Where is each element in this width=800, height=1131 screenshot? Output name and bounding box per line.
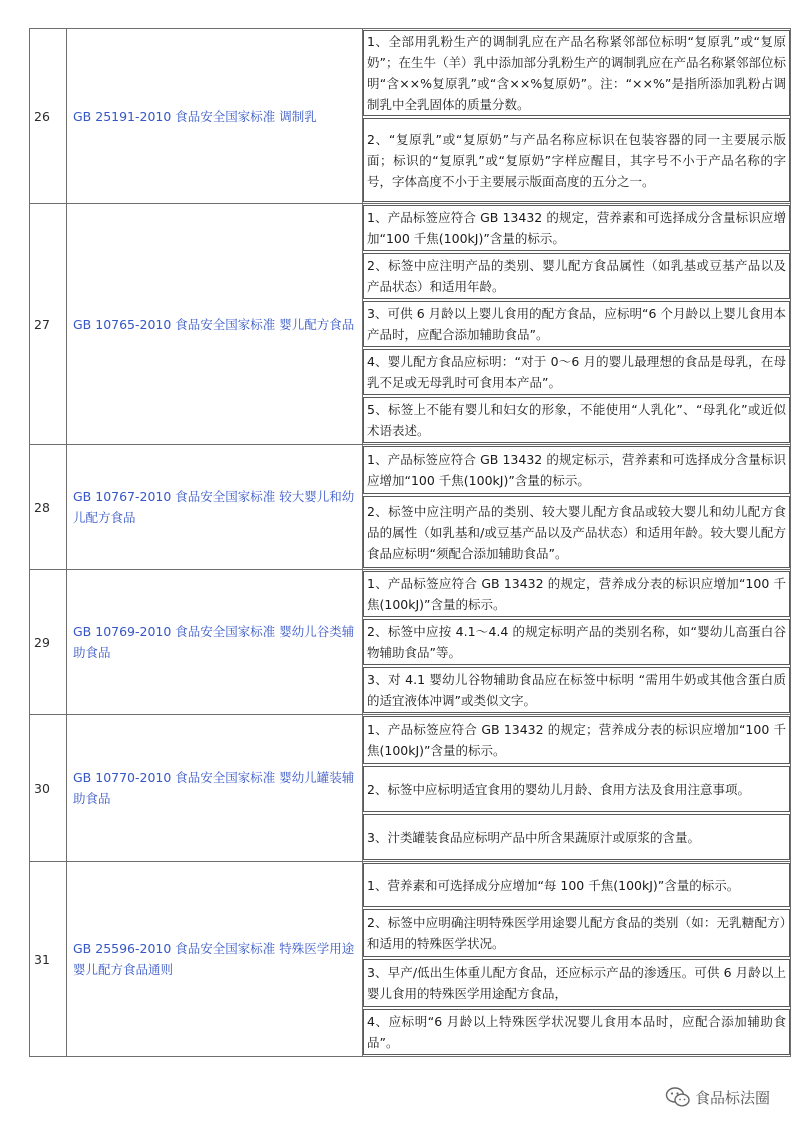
requirement-item [363,301,790,347]
requirements-cell [363,862,791,1057]
requirement-text: 3、对 4.1 婴幼儿谷物辅助食品应在标签中标明 “需用牛奶或其他含蛋白质的适宜液体冲调”或类似文字。 [367,672,786,708]
requirement-text: 2、标签中应标明适宜食用的婴幼儿月龄、食用方法及食用注意事项。 [367,781,750,797]
requirement-text: 1、产品标签应符合 GB 13432 的规定标示，营养素和可选择成分含量标识应增加“100 千焦(100kJ)”含量的标示。 [367,452,786,488]
requirement-text: 3、早产/低出生体重儿配方食品，还应标示产品的渗透压。可供 6 月龄以上婴儿食用的特殊医学用途配方食品， [367,965,786,1001]
requirement-item [363,349,790,395]
requirement-item [363,30,790,116]
requirement-item [363,766,790,812]
standard-link[interactable]: GB 10770-2010 食品安全国家标准 婴幼儿罐装辅助食品 [67,715,363,862]
row-number: 31 [30,862,67,1057]
requirement-item [363,253,790,299]
requirement-item [363,619,790,665]
standard-link[interactable]: GB 10767-2010 食品安全国家标准 较大婴儿和幼儿配方食品 [67,445,363,570]
requirements-cell [363,29,791,204]
requirements-cell [363,570,791,715]
requirement-text: 2、标签中应按 4.1～4.4 的规定标明产品的类别名称，如“婴幼儿高蛋白谷物辅助食品”等。 [367,624,786,660]
requirement-item [363,959,790,1007]
requirement-text: 2、标签中应明确注明特殊医学用途婴儿配方食品的类别（如：无乳糖配方）和适用的特殊医学状况。 [367,915,786,951]
requirement-text: 3、汁类罐装食品应标明产品中所含果蔬原汁或原浆的含量。 [367,829,700,845]
requirement-text: 5、标签上不能有婴儿和妇女的形象，不能使用“人乳化”、“母乳化”或近似术语表述。 [367,402,786,438]
requirement-text: 2、“复原乳”或“复原奶”与产品名称应标识在包装容器的同一主要展示版面；标识的“复原乳”或“复原奶”字样应醒目，其字号不小于产品名称的字号，字体高度不小于主要展示版面高度的五分之一。 [367,131,786,189]
row-number: 27 [30,204,67,445]
table-row [30,715,791,862]
standard-link[interactable]: GB 10765-2010 食品安全国家标准 婴儿配方食品 [67,204,363,445]
requirement-item [363,863,790,907]
requirement-item [363,446,790,494]
requirement-text: 1、产品标签应符合 GB 13432 的规定；营养成分表的标识应增加“100 千焦(100kJ)”含量的标示。 [367,722,786,758]
requirements-cell [363,715,791,862]
requirement-item [363,716,790,764]
standards-table [29,28,791,1057]
requirement-text: 1、营养素和可选择成分应增加“每 100 千焦(100kJ)”含量的标示。 [367,877,740,893]
requirement-text: 1、产品标签应符合 GB 13432 的规定，营养成分表的标识应增加“100 千焦(100kJ)”含量的标示。 [367,576,786,612]
standard-link[interactable]: GB 10769-2010 食品安全国家标准 婴幼儿谷类辅助食品 [67,570,363,715]
requirement-text: 4、应标明“6 月龄以上特殊医学状况婴儿食用本品时，应配合添加辅助食品”。 [367,1014,786,1050]
requirement-text: 1、全部用乳粉生产的调制乳应在产品名称紧邻部位标明“复原乳”或“复原奶”；在生牛（羊）乳中添加部分乳粉生产的调制乳应在产品名称紧邻部位标明“含××%复原乳”或“含××%复原奶”。注：“××%”是指所添加乳粉占调制乳中全乳固体的质量分数。 [367,34,786,112]
requirement-item [363,205,790,251]
requirement-text: 3、可供 6 月龄以上婴儿食用的配方食品，应标明“6 个月龄以上婴儿食用本产品时，应配合添加辅助食品”。 [367,306,786,342]
requirement-text: 2、标签中应注明产品的类别、婴儿配方食品属性（如乳基或豆基产品以及产品状态）和适用年龄。 [367,258,786,294]
wechat-icon [665,1086,691,1108]
table-row [30,445,791,570]
standard-link[interactable]: GB 25191-2010 食品安全国家标准 调制乳 [67,29,363,204]
requirement-item [363,909,790,957]
requirement-item [363,571,790,617]
table-row [30,862,791,1057]
requirements-cell [363,204,791,445]
requirement-item [363,397,790,443]
requirement-text: 1、产品标签应符合 GB 13432 的规定，营养素和可选择成分含量标识应增加“100 千焦(100kJ)”含量的标示。 [367,210,786,246]
requirements-cell [363,445,791,570]
watermark [665,1086,770,1108]
requirement-item [363,496,790,568]
table-row [30,204,791,445]
requirement-text: 4、婴儿配方食品应标明：“对于 0～6 月的婴儿最理想的食品是母乳，在母乳不足或无母乳时可食用本产品”。 [367,354,786,390]
table-row [30,29,791,204]
row-number: 30 [30,715,67,862]
row-number: 26 [30,29,67,204]
row-number: 29 [30,570,67,715]
watermark-text: 食品标法圈 [694,1088,770,1107]
requirement-item [363,667,790,713]
requirement-item [363,1009,790,1055]
row-number: 28 [30,445,67,570]
table-row [30,570,791,715]
requirement-item [363,814,790,860]
requirement-text: 2、标签中应注明产品的类别、较大婴儿配方食品或较大婴儿和幼儿配方食品的属性（如乳基和/或豆基产品以及产品状态）和适用年龄。较大婴儿配方食品应标明“须配合添加辅助食品”。 [367,503,786,561]
requirement-item [363,118,790,202]
standard-link[interactable]: GB 25596-2010 食品安全国家标准 特殊医学用途婴儿配方食品通则 [67,862,363,1057]
